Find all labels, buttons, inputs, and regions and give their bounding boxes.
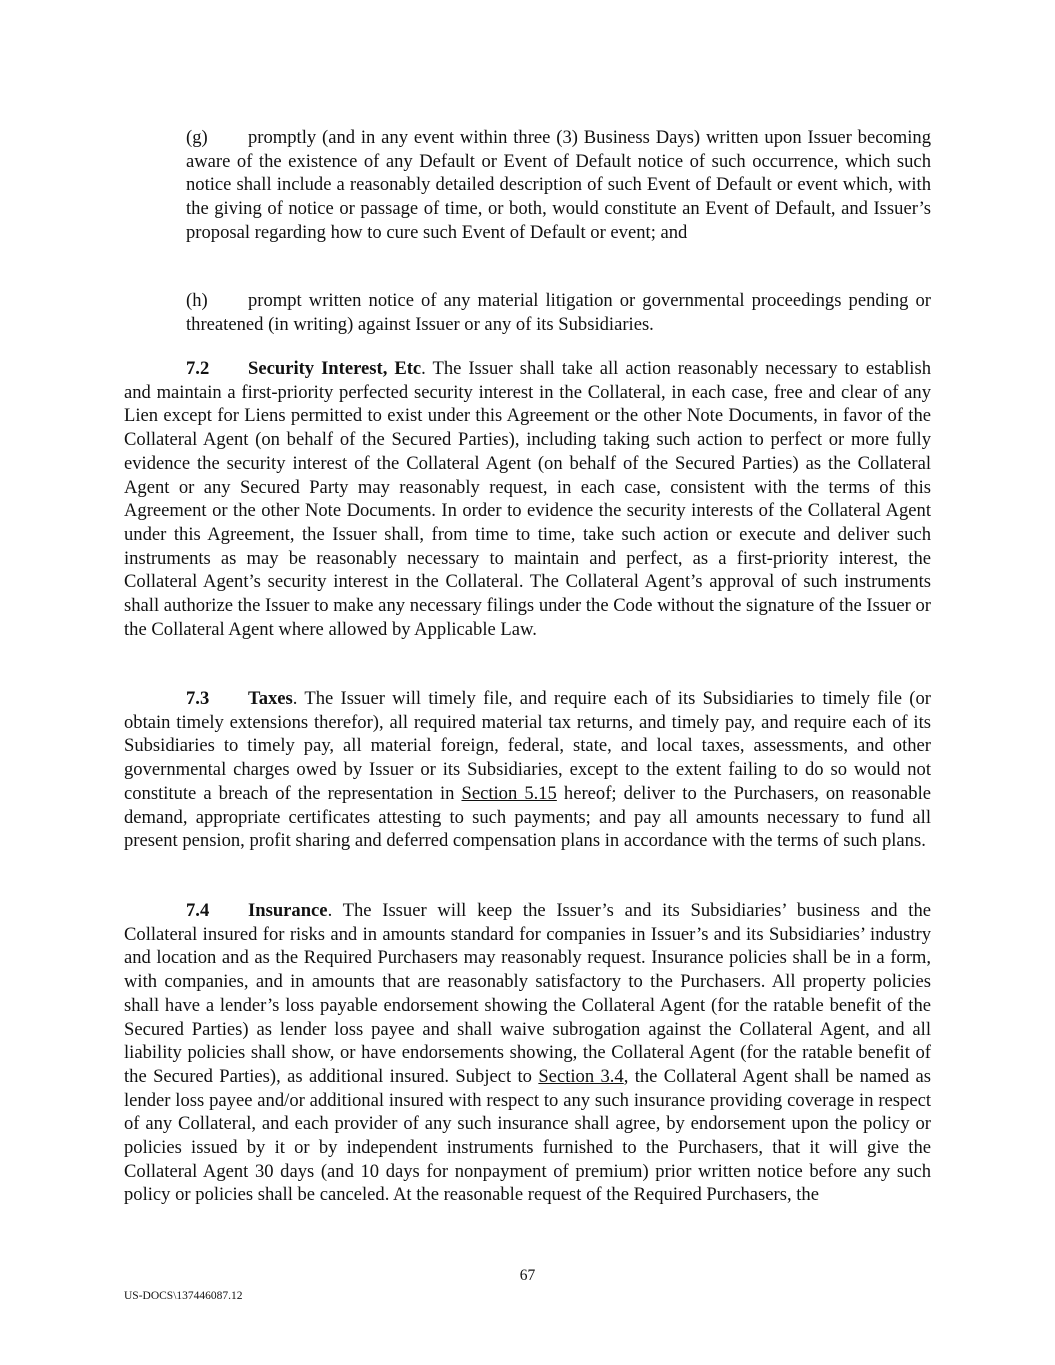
document-id: US-DOCS\137446087.12 [124, 1290, 243, 1302]
page-number: 67 [519, 1267, 536, 1284]
section-7-3-text-before: . The Issuer will timely file, and require each of its Subsidiaries to timely file (or obtain timely extensions therefor), all required material tax returns, and timely pay, and require each of its Subsidiaries to timely pay, all material foreign, federal, state, and local taxes, assessments, and other governmental charges owed by Issuer or its Subsidiaries, except to the extent failing to do so would not constitute a breach of the representation in [124, 688, 931, 804]
section-7-3 [124, 687, 931, 853]
clause-g-label: (g) [186, 127, 208, 148]
clause-h [186, 289, 931, 336]
section-5-15-reference: Section 5.15 [461, 782, 557, 804]
section-7-2-heading: Security Interest, Etc [248, 358, 422, 379]
section-7-2-number: 7.2 [186, 358, 210, 379]
clause-g [186, 126, 931, 245]
section-7-3-number: 7.3 [186, 688, 210, 709]
clause-g-text: promptly (and in any event within three (3) Business Days) written upon Issuer becoming aware of the existence of any Default or Event of Default notice of such occurrence, which such notice shall include a reasonably detailed description of such Event of Default or event which, with the giving of notice or passage of time, or both, would constitute an Event of Default, and Issuer’s proposal regarding how to cure such Event of Default or event; and [186, 127, 931, 243]
section-7-2 [124, 357, 931, 641]
section-7-2-text: . The Issuer shall take all action reasonably necessary to establish and maintain a first-priority perfected security interest in the Collateral, in each case, free and clear of any Lien except for Liens permitted to exist under this Agreement or the other Note Documents, in favor of the Collateral Agent (on behalf of the Secured Parties), including taking such action to perfect or more fully evidence the security interest of the Collateral Agent (on behalf of the Secured Parties) as the Collateral Agent or any Secured Party may reasonably request, in each case, consistent with the terms of this Agreement or the other Note Documents. In order to evidence the security interests of the Collateral Agent under this Agreement, the Issuer shall, from time to time, take such action or execute and deliver such instruments as may be reasonably necessary to maintain and perfect, as a first-priority interest, the Collateral Agent’s security interest in the Collateral. The Collateral Agent’s approval of such instruments shall authorize the Issuer to make any necessary filings under the Code without the signature of the Issuer or the Collateral Agent where allowed by Applicable Law. [124, 358, 931, 640]
section-7-4-text-before: . The Issuer will keep the Issuer’s and its Subsidiaries’ business and the Collateral insured for risks and in amounts standard for companies in Issuer’s and its Subsidiaries’ industry and location and as the Required Purchasers may reasonably request. Insurance policies shall be in a form, with companies, and in amounts that are reasonably satisfactory to the Purchasers. All property policies shall have a lender’s loss payable endorsement showing the Collateral Agent (for the ratable benefit of the Secured Parties) as lender loss payee and shall waive subrogation against the Collateral Agent, and all liability policies shall show, or have endorsements showing, the Collateral Agent (for the ratable benefit of the Secured Parties), as additional insured. Subject to [124, 900, 931, 1087]
clause-h-label: (h) [186, 290, 208, 311]
section-7-3-text-after: hereof; deliver to the Purchasers, on reasonable demand, appropriate certificates attesting to such payments; and pay all amounts necessary to fund all present pension, profit sharing and deferred compensation plans in accordance with the terms of such plans. [124, 782, 931, 852]
section-7-4-text-after: , the Collateral Agent shall be named as lender loss payee and/or additional insured with respect to any such insurance providing coverage in respect of any Collateral, and each provider of any such insurance shall agree, by endorsement upon the policy or policies issued by it or by independent instruments furnished to the Purchasers, that it will give the Collateral Agent 30 days (and 10 days for nonpayment of premium) prior written notice before any such policy or policies shall be canceled. At the reasonable request of the Required Purchasers, the [124, 1065, 931, 1206]
section-7-4-heading: Insurance [248, 900, 328, 921]
section-3-4-reference: Section 3.4 [538, 1065, 624, 1087]
section-7-4 [124, 899, 931, 1207]
section-7-4-number: 7.4 [186, 900, 210, 921]
clause-h-text: prompt written notice of any material litigation or governmental proceedings pending or threatened (in writing) against Issuer or any of its Subsidiaries. [186, 290, 931, 335]
section-7-3-heading: Taxes [248, 688, 293, 709]
